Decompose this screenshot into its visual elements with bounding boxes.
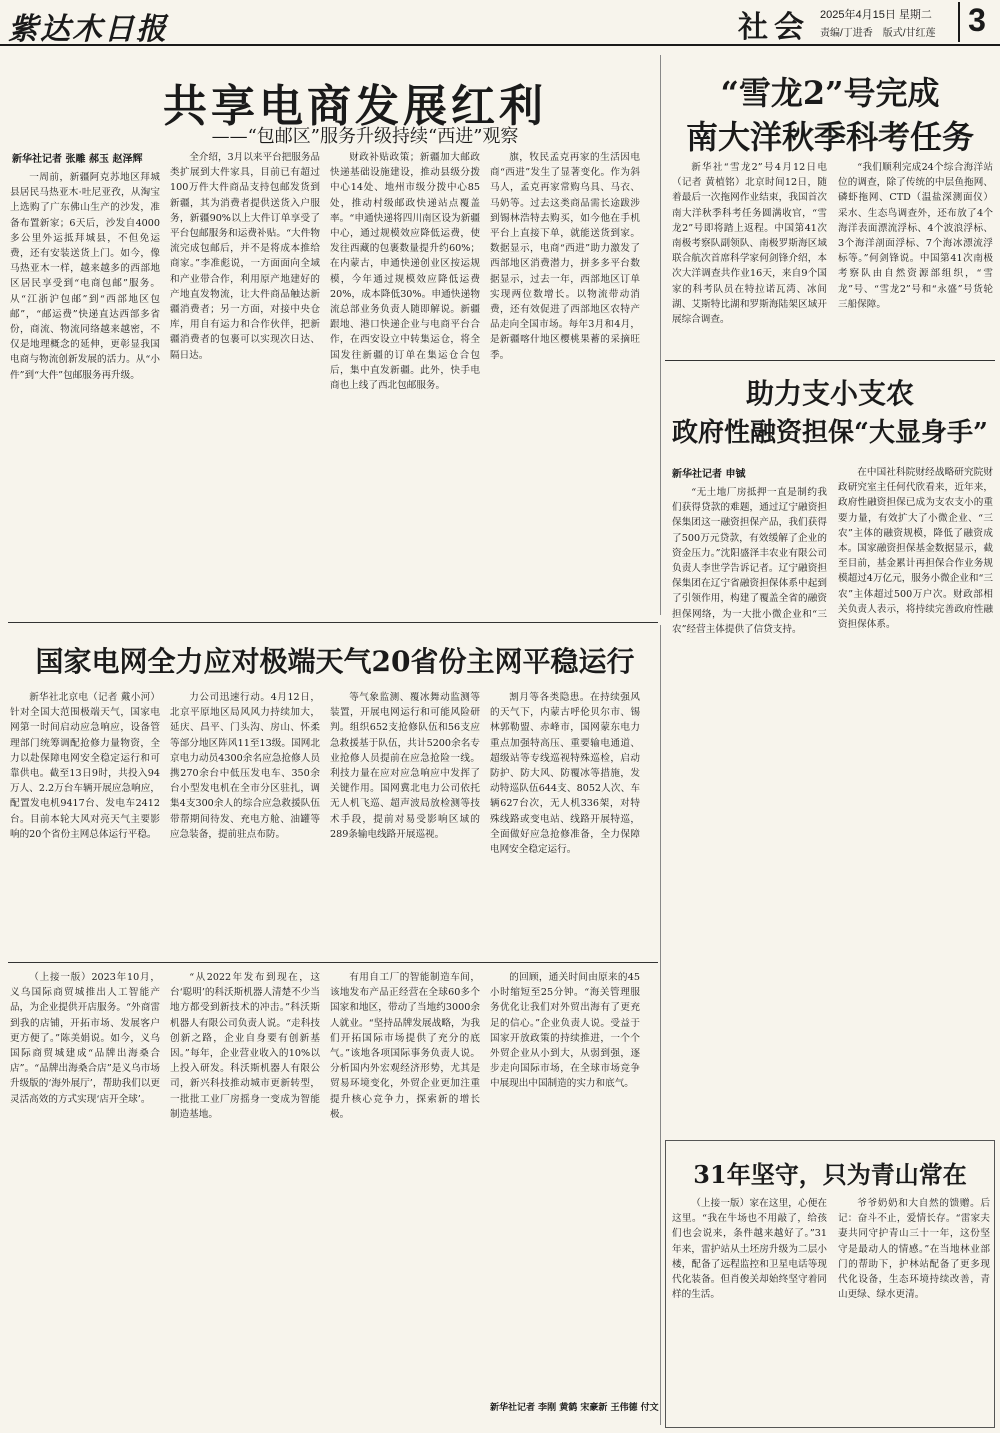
story3-column-1: （上接一版）2023年10月，义乌国际商贸城推出人工智能产品，为企业提供开店服务。“外商雷到我的店铺，开拓市场、发展客户更方便了。”陈美娟说。如今，义乌国际商贸城建成“品牌出海桑合店”。“品牌出海桑合店”是义乌市场升级版的‘海外展厅’，帮助我们以更灵活高效的方式实现‘店开全球’。	[10, 972, 160, 1105]
story1-byline: 新华社记者 张雕 郝玉 赵泽辉	[12, 154, 143, 165]
section-divider	[665, 360, 995, 361]
story4-headline-line2: 南大洋秋季科考任务	[685, 118, 974, 156]
issue-date: 2025年4月15日 星期二	[820, 9, 932, 21]
story5-headline-line1: 助力支小支农	[745, 377, 914, 410]
story5-byline: 新华社记者 申铖	[672, 469, 746, 480]
story2-column-3: 等气象监测、覆冰舞动监测等装置，开展电网运行和可能风险研判。组织652支抢修队伍和56支应急救援基于队伍，共计5200余名专业抢修人员提前在应急抢险一线。利技力量在应对应急响应中发挥了关键作用。国网冀北电力公司依托无人机飞巡、超声波局放检测等技术手段，提前对易受影响区域的289条输电线路开展巡视。	[330, 692, 480, 840]
section-title: 社会	[738, 10, 810, 45]
story6-column-1: （上接一版）家在这里，心便在这里。“我在牛场也不用敲了，给孩们也会说来，条件越来越好了。”31年来，雷护站从土坯房升级为二层小楼，配备了远程监控和卫星电话等现代化装备。但肖俊关却始终坚守着同样的生活。	[672, 1198, 827, 1301]
story2-column-2: 力公司迅速行动。4月12日，北京平原地区局风风力持续加大，延庆、昌平、门头沟、房山、怀柔等部分地区阵风11至13级。国网北京电力动员4300余名应急抢修人员携270余台中低压发电车、350余台小型发电机在全市分区驻扎，调集4支300余人的综合应急救援队伍带帮期间待发、充电方舱、油罐等应急装备，提前驻点布防。	[170, 692, 320, 840]
story1-subtitle: ——“包邮区”服务升级持续“西进”观察	[211, 126, 519, 147]
story4-column-2: “我们顺利完成24个综合海洋站位的调查，除了传统的中层鱼拖网、磷虾拖网、CTD（温盐深测面仪）采水、生态鸟调查外，还布放了4个海洋表面漂流浮标、4个波浪浮标、3个海洋剖面浮标、7个海冰漂流浮标等。”何剑锋说。中国第41次南极考察队由自然资源部组织，“雪龙”号、“雪龙2”号和“永盛”号货轮三船保障。	[838, 162, 993, 310]
story4-headline-line1: “雪龙2”号完成	[720, 74, 940, 112]
story1-column-1: 一周前，新疆阿克苏地区拜城县居民马热亚木·吐尼亚孜，从淘宝上选购了广东佛山生产的沙发，准备布置新家；6天后，沙发自4000多公里外运抵拜城县，不但免运费，还有安装送货上门。如今，像马热亚木一样，越来越多的西部地区居民享受到“电商包邮”服务。从“江浙沪包邮”到“西部地区包邮”，“邮运费”快递直达西部多省份，商流、物流同络越来越密，不仅是地理概念的延伸，更彰显我国电商与物流创新发展的活力。从“小件”到“大件”包邮服务再升级。	[10, 172, 160, 381]
section-divider	[8, 962, 658, 963]
story3-column-4: 的回顾，通关时间由原来的45小时缩短至25分钟。“海关管理服务优化让我们对外贸出海有了更充足的信心。”企业负责人说。受益于国家开放政策的持续推进，一个个外贸企业从小到大，从弱到强，逐步走向国际市场，在全球市场竞争中展现出中国制造的实力和底气。	[490, 972, 640, 1090]
story1-column-4: 旗，牧民孟克再家的生活因电商“西进”发生了显著变化。作为斜马人，孟克再家常购乌具、马衣、马奶等。过去这类商品需长途跋涉到锡林浩特去购买，如今他在手机平台上直接下单，就能送货到家。数据显示，电商“西进”助力激发了西部地区消费潜力，拼多多平台数据显示，过去一年，西部地区订单实现两位数增长。以物流带动消费，还有效促进了西部地区农特产品走向全国市场。每年3月和4月，是新疆喀什地区樱桃果蓄的采摘旺季。	[490, 152, 640, 361]
story5-column-1: “无土地厂房抵押一直是制约我们获得贷款的难题，通过辽宁融资担保集团这一融资担保产品，我们获得了500万元贷款，有效缓解了企业的资金压力。”沈阳盛泽丰农业有限公司负责人李世学告诉记者。辽宁融资担保集团在辽宁省融资担保体系中起到了引领作用，构建了覆盖全省的融资担保网络，为一大批小微企业和“三农”经营主体提供了信贷支持。	[672, 487, 827, 635]
story6-column-2: 爷爷奶奶和大自然的馈赠。后记：奋斗不止，爱情长存。“雷家夫妻共同守护青山三十一年，这份坚守是最动人的情感。”在当地林业部门的帮助下，护林站配备了更多现代化设备，生态环境持续改善，青山更绿、绿水更清。	[838, 1198, 990, 1301]
page-number: 3	[958, 2, 994, 42]
story1-column-2: 全介绍，3月以来平台把服务品类扩展到大件家具，目前已有超过100万件大件商品支持包邮发货到新疆，其为消费者提供送货入户服务，新疆90%以上大件订单享受了平台包邮服务和运费补贴。“大件物流完成包邮后，并不是将成本推给商家。”李准彪说，一方面面向全域和产业带合作，利用原产地建好的产地直发物流，让大件商品触达新疆消费者；另一方面，对接中央仓库，用自有运力和合作伙伴，把新疆消费者的包裹可以实现次日达、隔日达。	[170, 152, 320, 361]
story2-headline: 国家电网全力应对极端天气20省份主网平稳运行	[35, 645, 635, 678]
story3-column-2: “从2022年发布到现在，这台‘聪明’的科沃斯机器人清楚不少当地方都受到新技术的冲击。”科沃斯机器人有限公司负责人说。“走科技创新之路，企业自身要有创新基因。”每年，企业营业收入的10%以上投入研发。科沃斯机器人有限公司，新兴科技推动城市更新转型，一批批工业厂房摇身一变成为智能制造基地。	[170, 972, 320, 1120]
section-divider	[8, 622, 658, 623]
story2-column-4: 割月等各类隐患。在持续强风的天气下，内蒙古呼伦贝尔市、锡林郭勒盟、赤峰市，国网蒙东电力重点加强特高压、重要输电通道、超级站等专线巡视特殊巡检，启动防护、防大风、防覆冰等措施，发动特巡队伍644支、8052人次、车辆627台次，无人机336架，对特殊线路或变电站、线路开展特巡，全面做好应急抢修准备，全力保障电网安全稳定运行。	[490, 692, 640, 856]
story1-headline: 共享电商发展红利	[163, 81, 547, 132]
story5-column-2: 在中国社科院财经战略研究院财政研究室主任何代欣看来，近年来，政府性融资担保已成为支农支小的重要力量，有效扩大了小微企业、“三农”主体的融资规模，降低了融资成本。国家融资担保基金数据显示，截至目前，基金累计再担保合作业务规模超过4万亿元，服务小微企业和“三农”主体超过500万户次。财政部相关负责人表示，将持续完善政府性融资担保体系。	[838, 467, 993, 631]
column-divider	[660, 55, 661, 615]
story1-column-3: 财政补贴政策；新疆加大邮政快递基础设施建设，推动县级分拨中心14处、地州市级分拨中心85处，推动村级邮政快递站点覆盖率。“申通快递将四川南区设为新疆中心，通过规模效应降低运费，使发往西藏的包裹数量提升约60%；在内蒙古，申通快递创业区按运规模，今年通过规模效应降低运费20%，成本降低30%。申通快递物流总部业务负责人随即解说。新疆跟地、港口快递企业与电商平台合作，在西安设立中转集运仓，将全国发往新疆的订单在集运仓合包后，集中直发新疆。此外，快手电商也上线了西北包邮服务。	[330, 152, 480, 392]
story6-headline: 31年坚守，只为青山常在	[693, 1160, 967, 1189]
story2-column-1: 新华社北京电（记者 戴小河）针对全国大范围极端天气，国家电网第一时间启动应急响应，设备管理部门统筹调配抢修力量物资，全力以赴保障电网安全稳定运行和可靠供电。截至13日9时，共投入94万人、2.2万台车辆开展应急响应，配置发电机9417台、发电车2412台。目前本轮大风对亮天气主要影响的20个省份主网总体运行平稳。	[10, 692, 160, 840]
story3-column-3: 有用自工厂的智能制造车间，该地发布产品正经营在全球60多个国家和地区，带动了当地约3000余人就业。“坚持品牌发展战略，为我们开拓国际市场提供了充分的底气。”该地各项国际事务负责人说。分析国内外宏观经济形势，尤其是贸易环境变化，外贸企业更加注重提升核心竞争力，探索新的增长极。	[330, 972, 480, 1120]
editor-credits: 责编/丁进香 版式/甘红莲	[820, 28, 936, 39]
story5-headline-line2: 政府性融资担保“大显身手”	[672, 418, 988, 448]
story4-column-1: 新华社“雪龙2”号4月12日电（记者 黄植铭）北京时间12日，随着最后一次拖网作业结束，我国首次南大洋秋季科考任务圆满收官，“雪龙2”号即将踏上返程。中国第41次南极考察队副领队、南极罗斯海区域联合航次首席科学家何剑锋介绍，本次大洋调查共作业16天，来自9个国家的科考队员在特拉诺瓦湾、冰间湖、艾斯特比湖和罗斯海陆架区域开展综合调查。	[672, 162, 827, 326]
masthead	[0, 0, 1000, 46]
column-divider	[660, 625, 661, 1425]
story3-byline: 新华社记者 李刚 黄鹤 宋豪新 王伟德 付文	[490, 1403, 659, 1413]
newspaper-name: 紫达木日报	[8, 12, 168, 47]
